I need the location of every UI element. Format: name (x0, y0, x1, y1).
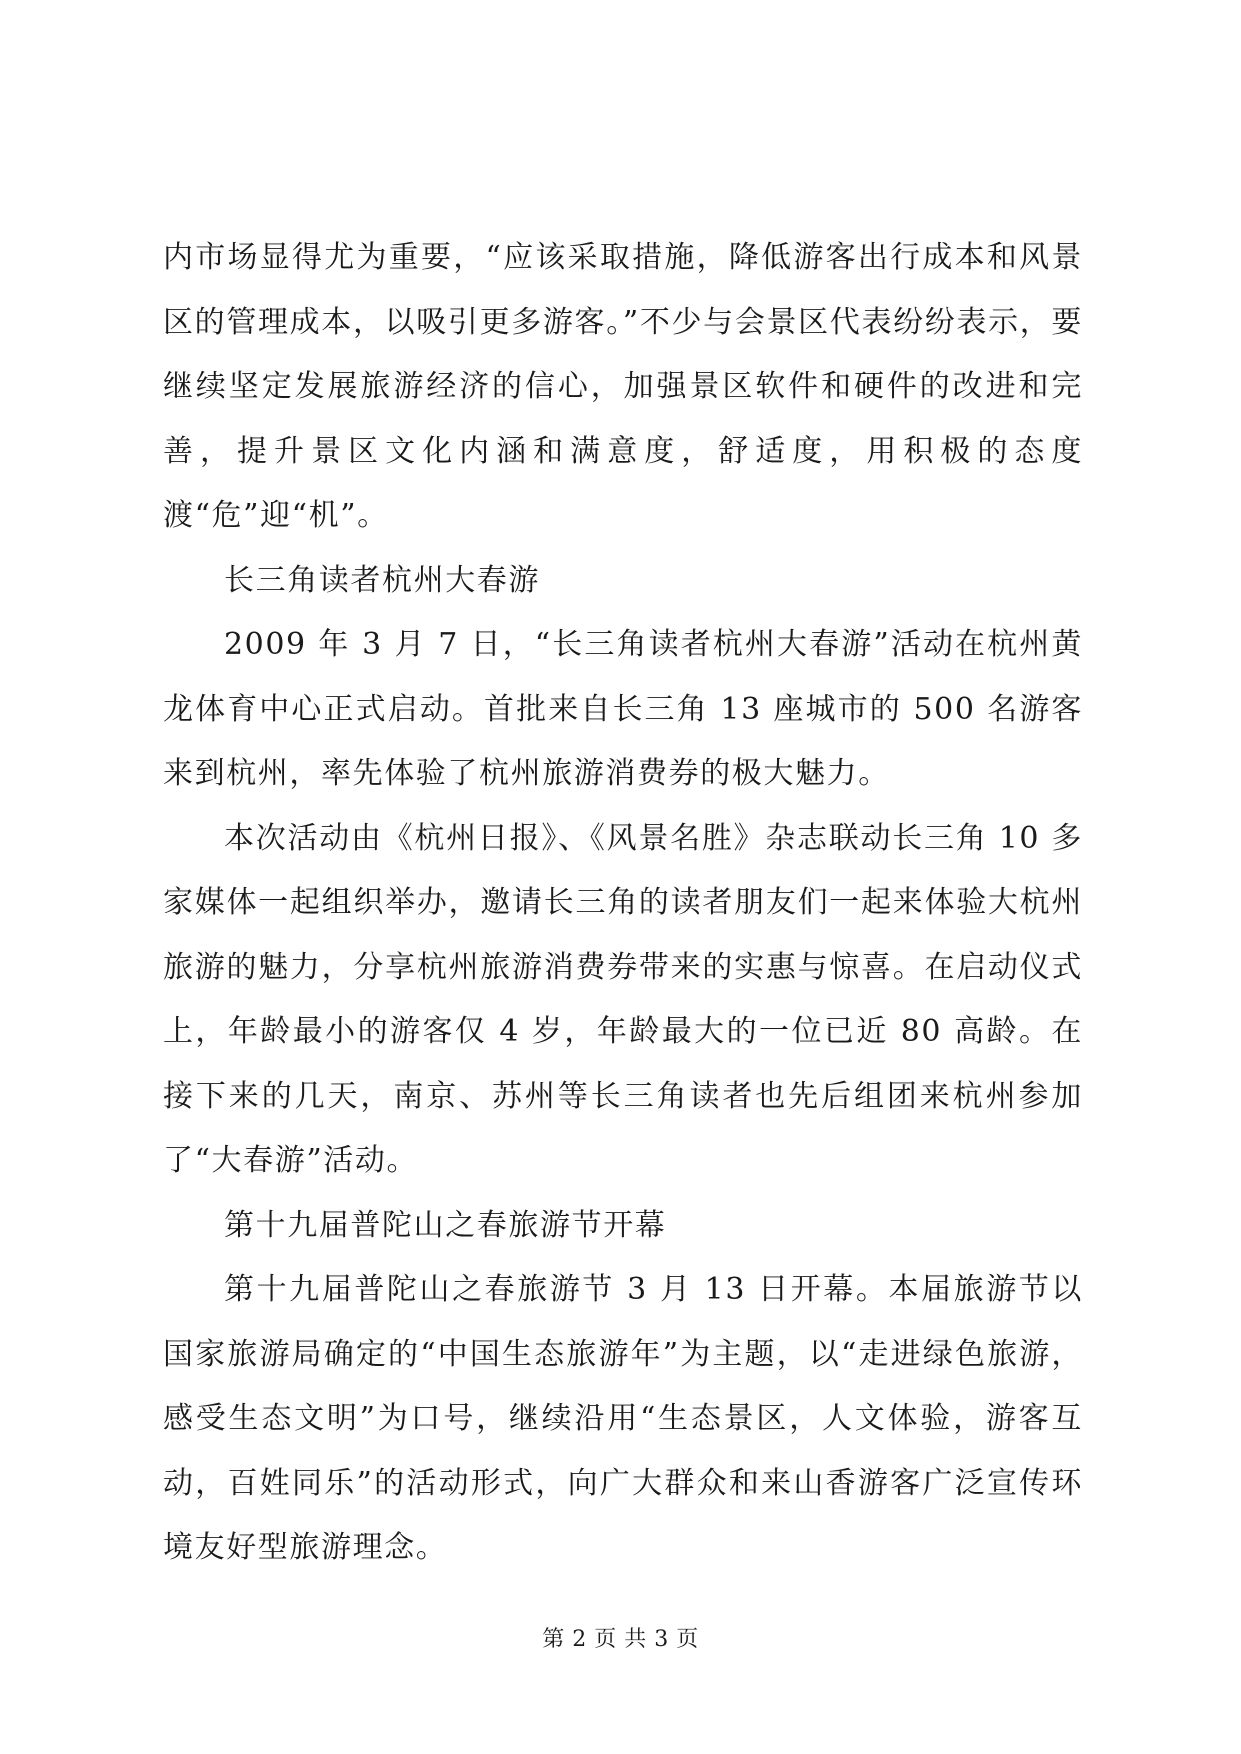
paragraph-putuoshan-festival: 第十九届普陀山之春旅游节 3 月 13 日开幕。本届旅游节以国家旅游局确定的“中国生态旅游年”为主题，以“走进绿色旅游，感受生态文明”为口号，继续沿用“生态景区，人文体验，游客互动，百姓同乐”的活动形式，向广大群众和来山香游客广泛宣传环境友好型旅游理念。 (163, 1272, 1083, 1565)
paragraph-continuation: 内市场显得尤为重要，“应该采取措施，降低游客出行成本和风景区的管理成本，以吸引更多游客。”不少与会景区代表纷纷表示，要继续坚定发展旅游经济的信心，加强景区软件和硬件的改进和完善，提升景区文化内涵和满意度，舒适度，用积极的态度渡“危”迎“机”。 (163, 240, 1083, 533)
paragraph-spring-tour-launch: 2009 年 3 月 7 日，“长三角读者杭州大春游”活动在杭州黄龙体育中心正式启动。首批来自长三角 13 座城市的 500 名游客来到杭州，率先体验了杭州旅游消费券的极大魅力。 (163, 627, 1083, 791)
section-heading-putuoshan: 第十九届普陀山之春旅游节开幕 (224, 1207, 667, 1243)
page-footer: 第 2 页 共 3 页 (542, 1627, 699, 1652)
paragraph-spring-tour-organizers: 本次活动由《杭州日报》、《风景名胜》杂志联动长三角 10 多家媒体一起组织举办，邀请长三角的读者朋友们一起来体验大杭州旅游的魅力，分享杭州旅游消费券带来的实惠与惊喜。在启动仪式上，年龄最小的游客仅 4 岁，年龄最大的一位已近 80 高龄。在接下来的几天，南京、苏州等长三角读者也先后组团来杭州参加了“大春游”活动。 (163, 820, 1083, 1178)
document-body (163, 226, 1083, 1581)
section-heading-changsanjiao: 长三角读者杭州大春游 (224, 562, 540, 598)
